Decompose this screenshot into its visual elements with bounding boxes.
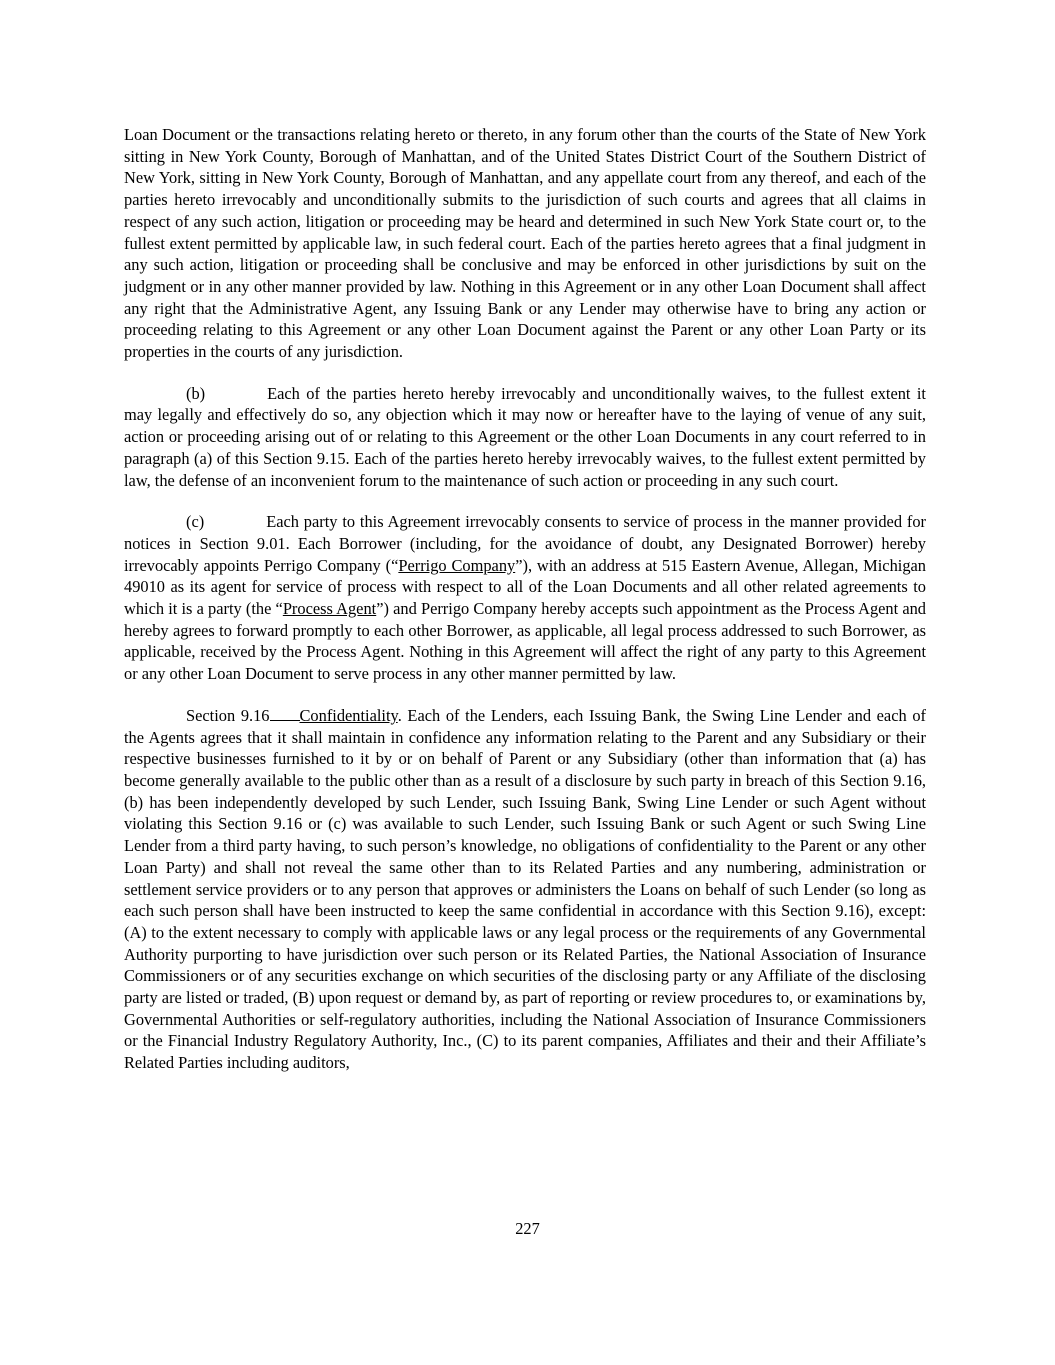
defined-term-process-agent: Process Agent [282,599,377,619]
paragraph-a-continuation: Loan Document or the transactions relating hereto or thereto, in any forum other than the courts of the State of New York sitting in New York County, Borough of Manhattan, and of the United States District Court of the Southern District of New York, sitting in New York County, Borough of Manhattan, and any appellate court from any thereof, and each of the parties hereto irrevocably and unconditionally submits to the jurisdiction of such courts and agrees that all claims in respect of any such action, litigation or proceeding may be heard and determined in such New York State court or, to the fullest extent permitted by applicable law, in such federal court. Each of the parties hereto agrees that a final judgment in any such action, litigation or proceeding shall be conclusive and may be enforced in other jurisdictions by suit on the judgment or in any other manner provided by law. Nothing in this Agreement or in any other Loan Document shall affect any right that the Administrative Agent, any Issuing Bank or any Lender may otherwise have to bring any action or proceeding relating to this Agreement or any other Loan Document against the Parent or any other Loan Party or its properties in the courts of any jurisdiction. [124,125,926,362]
section-heading: Confidentiality [299,705,398,725]
paragraph-c-text-1: Each party to this Agreement irrevocably consents to service of process in the manner provided for notices in Section 9.01. Each Borrower (including, for the avoidance of doubt, any Designated Borrower) hereby irrevocably appoints Perrigo Company (“ [124,512,926,575]
defined-term-perrigo-company: Perrigo Company [398,555,516,575]
section-underline-gap [270,706,300,721]
paragraph-b-label: (b) [186,383,206,403]
section-9-16-text: . Each of the Lenders, each Issuing Bank, the Swing Line Lender and each of the Agents agrees that it shall maintain in confidence any information relating to the Parent and any Subsidiary or their respective businesses furnished to it by or on behalf of Parent or any Subsidiary (other than information that (a) has become generally available to the public other than as a result of a disclosure by such party in breach of this Section 9.16, (b) has been independently developed by such Lender, such Issuing Bank, Swing Line Lender or such Agent without violating this Section 9.16 or (c) was available to such Lender, such Issuing Bank or such Agent or such Swing Line Lender from a third party having, to such person’s knowledge, no obligations of confidentiality to the Parent or any other Loan Party) and shall not reveal the same other than to its Related Parties and any numbering, administration or settlement service providers or to any person that approves or administers the Loans on behalf of such Lender (so long as each such person shall have been instructed to keep the same confidential in accordance with this Section 9.16), except: (A) to the extent necessary to comply with applicable laws or any legal process or the requirements of any Governmental Authority purporting to have jurisdiction over such person or its Related Parties, the National Association of Insurance Commissioners or of any securities exchange on which securities of the disclosing party or any Affiliate of the disclosing party are listed or traded, (B) upon request or demand by, as part of reporting or review procedures to, or examinations by, Governmental Authorities or self-regulatory authorities, including the National Association of Insurance Commissioners or the Financial Industry Regulatory Authority, Inc., (C) to its parent companies, Affiliates and their and their Affiliate’s Related Parties including auditors, [124,705,926,1073]
body-text [124,124,926,1074]
paragraph-c-label: (c) [186,512,205,532]
page-number: 227 [515,1219,540,1238]
paragraph-c [124,511,926,685]
paragraph-c-text-3: ”) and Perrigo Company hereby accepts such appointment as the Process Agent and hereby agrees to forward promptly to each other Borrower, as applicable, all legal process addressed to such Borrower, as applicable, received by the Process Agent. Nothing in this Agreement will affect the right of any party to this Agreement or any other Loan Document to serve process in any other manner permitted by law. [124,599,926,684]
paragraph-b [124,383,926,492]
section-9-16 [124,705,926,1074]
paragraph-b-text: Each of the parties hereto hereby irrevocably and unconditionally waives, to the fullest extent it may legally and effectively do so, any objection which it may now or hereafter have to the laying of venue of any suit, action or proceeding arising out of or relating to this Agreement or the other Loan Documents in any court referred to in paragraph (a) of this Section 9.15. Each of the parties hereto hereby irrevocably waives, to the fullest extent permitted by law, the defense of an inconvenient forum to the maintenance of such action or proceeding in any such court. [124,383,926,490]
paragraph-c-text-2: ”), with an address at 515 Eastern Avenue, Allegan, Michigan 49010 as its agent for service of process with respect to all of the Loan Documents and all other related agreements to which it is a party (the “ [124,555,926,619]
section-number: Section 9.16 [186,705,270,725]
